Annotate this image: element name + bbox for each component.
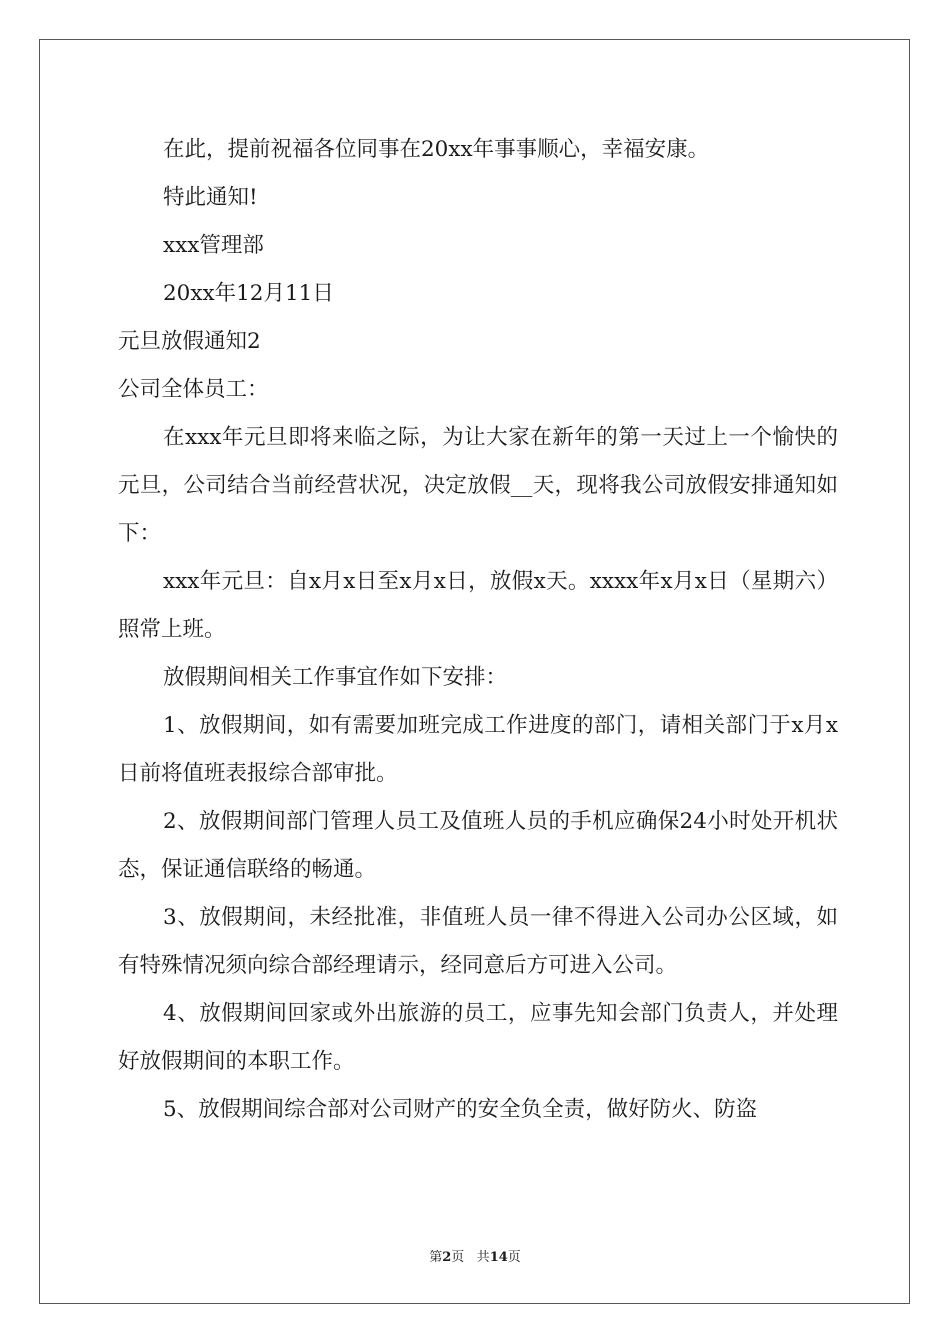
arrangement-item-5: 5、放假期间综合部对公司财产的安全负全责，做好防火、防盗 [163, 1097, 758, 1122]
issue-date: 20xx年12月11日 [163, 281, 334, 306]
page-prefix: 第 [429, 1250, 443, 1265]
holiday-schedule: xxx年元旦：自x月x日至x月x日，放假x天。xxxx年x月x日（星期六）照常上班。 [118, 569, 838, 642]
total-prefix: 共 [476, 1250, 490, 1265]
arrangement-item-4: 4、放假期间回家或外出旅游的员工，应事先知会部门负责人，并处理好放假期间的本职工作。 [118, 1001, 838, 1074]
issuer-department: xxx管理部 [163, 233, 264, 258]
total-suffix: 页 [507, 1250, 521, 1265]
arrangement-item-3: 3、放假期间，未经批准，非值班人员一律不得进入公司办公区域，如有特殊情况须向综合部经理请示，经同意后方可进入公司。 [118, 905, 838, 978]
arrangements-heading: 放假期间相关工作事宜作如下安排： [163, 665, 508, 690]
salutation: 公司全体员工： [118, 377, 269, 402]
closing-wishes: 在此，提前祝福各位同事在20xx年事事顺心，幸福安康。 [163, 137, 710, 162]
notice-closing: 特此通知! [163, 185, 258, 210]
total-page-number: 14 [489, 1250, 508, 1265]
arrangement-item-2: 2、放假期间部门管理人员工及值班人员的手机应确保24小时处开机状态，保证通信联络的畅通。 [118, 809, 838, 882]
document-body [118, 126, 838, 1134]
page-footer [0, 1246, 950, 1265]
arrangement-item-1: 1、放假期间，如有需要加班完成工作进度的部门，请相关部门于x月x日前将值班表报综合部审批。 [118, 713, 838, 786]
intro-paragraph: 在xxx年元旦即将来临之际，为让大家在新年的第一天过上一个愉快的元旦，公司结合当前经营状况，决定放假__天，现将我公司放假安排通知如下： [118, 425, 838, 546]
section-title: 元旦放假通知2 [118, 329, 261, 354]
current-page-number: 2 [442, 1250, 452, 1265]
page-suffix: 页 [451, 1250, 465, 1265]
